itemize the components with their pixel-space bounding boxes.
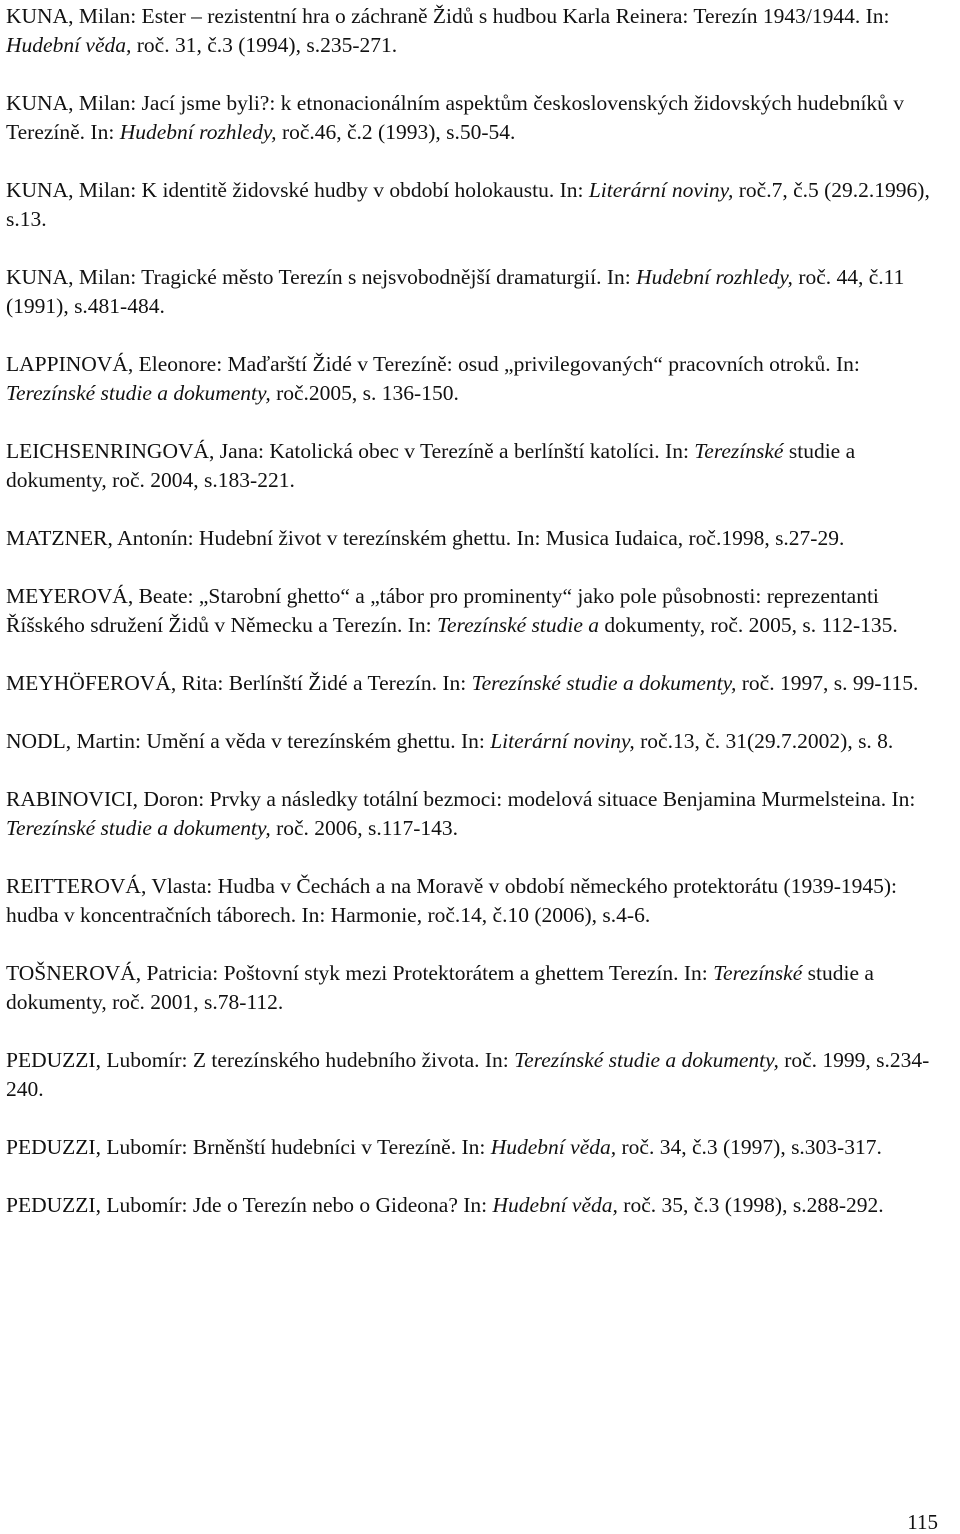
entry-text: roč. 2006, s.117-143. bbox=[270, 816, 459, 840]
bibliography-entry bbox=[6, 669, 954, 698]
entry-source-title: Terezínské studie a dokumenty, bbox=[6, 816, 271, 840]
entry-text: dokumenty, roč. 2005, s. 112-135. bbox=[599, 613, 898, 637]
entry-text: LEICHSENRINGOVÁ, Jana: Katolická obec v Terezíně a berlínští katolíci. In: bbox=[6, 439, 695, 463]
entry-source-title: Literární noviny, bbox=[588, 178, 734, 202]
entry-text: REITTEROVÁ, Vlasta: Hudba v Čechách a na Moravě v období německého protektorátu (1939-1945): hudba v koncentračních táborech. In: Harmonie, roč.14, č.10 (2006), s.4-6. bbox=[6, 874, 903, 927]
bibliography-entry bbox=[6, 176, 954, 234]
entry-source-title: Literární noviny, bbox=[490, 729, 635, 753]
entry-source-title: Terezínské studie a dokumenty, bbox=[471, 671, 737, 695]
entry-source-title: Hudební věda, bbox=[6, 33, 132, 57]
entry-source-title: Hudební rozhledy, bbox=[119, 120, 277, 144]
bibliography-entry bbox=[6, 524, 954, 553]
bibliography-entry bbox=[6, 1191, 954, 1220]
bibliography-entry bbox=[6, 582, 954, 640]
entry-text: MEYEROVÁ, Beate: „Starobní ghetto“ a „tábor pro prominenty“ jako pole působnosti: reprezentanti Říšského sdružení Židů v Německu a Terezín. In: bbox=[6, 584, 885, 637]
entry-source-title: Terezínské bbox=[713, 961, 803, 985]
bibliography-page bbox=[6, 2, 954, 1249]
entry-text: roč. 31, č.3 (1994), s.235-271. bbox=[131, 33, 398, 57]
entry-text: roč. 34, č.3 (1997), s.303-317. bbox=[616, 1135, 882, 1159]
entry-text: roč. 35, č.3 (1998), s.288-292. bbox=[617, 1193, 884, 1217]
entry-text: roč. 1997, s. 99-115. bbox=[736, 671, 919, 695]
entry-text: LAPPINOVÁ, Eleonore: Maďarští Židé v Terezíně: osud „privilegovaných“ pracovních otroků. In: bbox=[6, 352, 866, 376]
entry-text: roč.13, č. 31(29.7.2002), s. 8. bbox=[634, 729, 894, 753]
entry-source-title: Hudební věda, bbox=[492, 1193, 618, 1217]
entry-text: roč. 44, č.11 (1991), s.481-484. bbox=[6, 265, 910, 318]
page-number: 115 bbox=[907, 1510, 938, 1534]
entry-text: KUNA, Milan: Jací jsme byli?: k etnonacionálním aspektům československých židovských hudebníků v Terezíně. In: bbox=[6, 91, 910, 144]
entry-text: TOŠNEROVÁ, Patricia: Poštovní styk mezi Protektorátem a ghettem Terezín. In: bbox=[6, 961, 714, 985]
entry-text: MATZNER, Antonín: Hudební život v terezínském ghettu. In: Musica Iudaica, roč.1998, s.27-29. bbox=[6, 526, 845, 550]
entry-text: roč. 1999, s.234-240. bbox=[6, 1048, 930, 1101]
entry-text: KUNA, Milan: Ester – rezistentní hra o záchraně Židů s hudbou Karla Reinera: Terezín 1943/1944. In: bbox=[6, 4, 895, 28]
entry-text: PEDUZZI, Lubomír: Brněnští hudebníci v Terezíně. In: bbox=[6, 1135, 491, 1159]
entry-text: roč.2005, s. 136-150. bbox=[270, 381, 459, 405]
entry-source-title: Hudební věda, bbox=[490, 1135, 617, 1159]
bibliography-entry bbox=[6, 2, 954, 60]
bibliography-entry bbox=[6, 727, 954, 756]
entry-text: roč.7, č.5 (29.2.1996), s.13. bbox=[6, 178, 936, 231]
entry-text: PEDUZZI, Lubomír: Z terezínského hudebního života. In: bbox=[6, 1048, 515, 1072]
entry-text: MEYHÖFEROVÁ, Rita: Berlínští Židé a Terezín. In: bbox=[6, 671, 472, 695]
entry-text: studie a dokumenty, roč. 2001, s.78-112. bbox=[6, 961, 880, 1014]
entry-source-title: Terezínské studie a dokumenty, bbox=[6, 381, 271, 405]
bibliography-entry bbox=[6, 350, 954, 408]
entry-text: NODL, Martin: Umění a věda v terezínském ghettu. In: bbox=[6, 729, 491, 753]
bibliography-entry bbox=[6, 437, 954, 495]
entry-source-title: Terezínské bbox=[694, 439, 784, 463]
bibliography-entry bbox=[6, 1046, 954, 1104]
entry-text: PEDUZZI, Lubomír: Jde o Terezín nebo o Gideona? In: bbox=[6, 1193, 493, 1217]
entry-text: roč.46, č.2 (1993), s.50-54. bbox=[276, 120, 516, 144]
bibliography-entry bbox=[6, 1133, 954, 1162]
bibliography-entry bbox=[6, 959, 954, 1017]
entry-text: KUNA, Milan: Tragické město Terezín s nejsvobodnější dramaturgií. In: bbox=[6, 265, 637, 289]
bibliography-entry bbox=[6, 785, 954, 843]
bibliography-entry bbox=[6, 263, 954, 321]
bibliography-entry bbox=[6, 872, 954, 930]
bibliography-entry bbox=[6, 89, 954, 147]
entry-text: studie a dokumenty, roč. 2004, s.183-221. bbox=[6, 439, 861, 492]
entry-text: KUNA, Milan: K identitě židovské hudby v období holokaustu. In: bbox=[6, 178, 589, 202]
entry-source-title: Terezínské studie a bbox=[436, 613, 600, 637]
entry-source-title: Terezínské studie a dokumenty, bbox=[514, 1048, 779, 1072]
entry-text: RABINOVICI, Doron: Prvky a následky totální bezmoci: modelová situace Benjamina Murmelsteina. In: bbox=[6, 787, 921, 811]
bibliography-list bbox=[6, 2, 954, 1220]
entry-source-title: Hudební rozhledy, bbox=[636, 265, 793, 289]
